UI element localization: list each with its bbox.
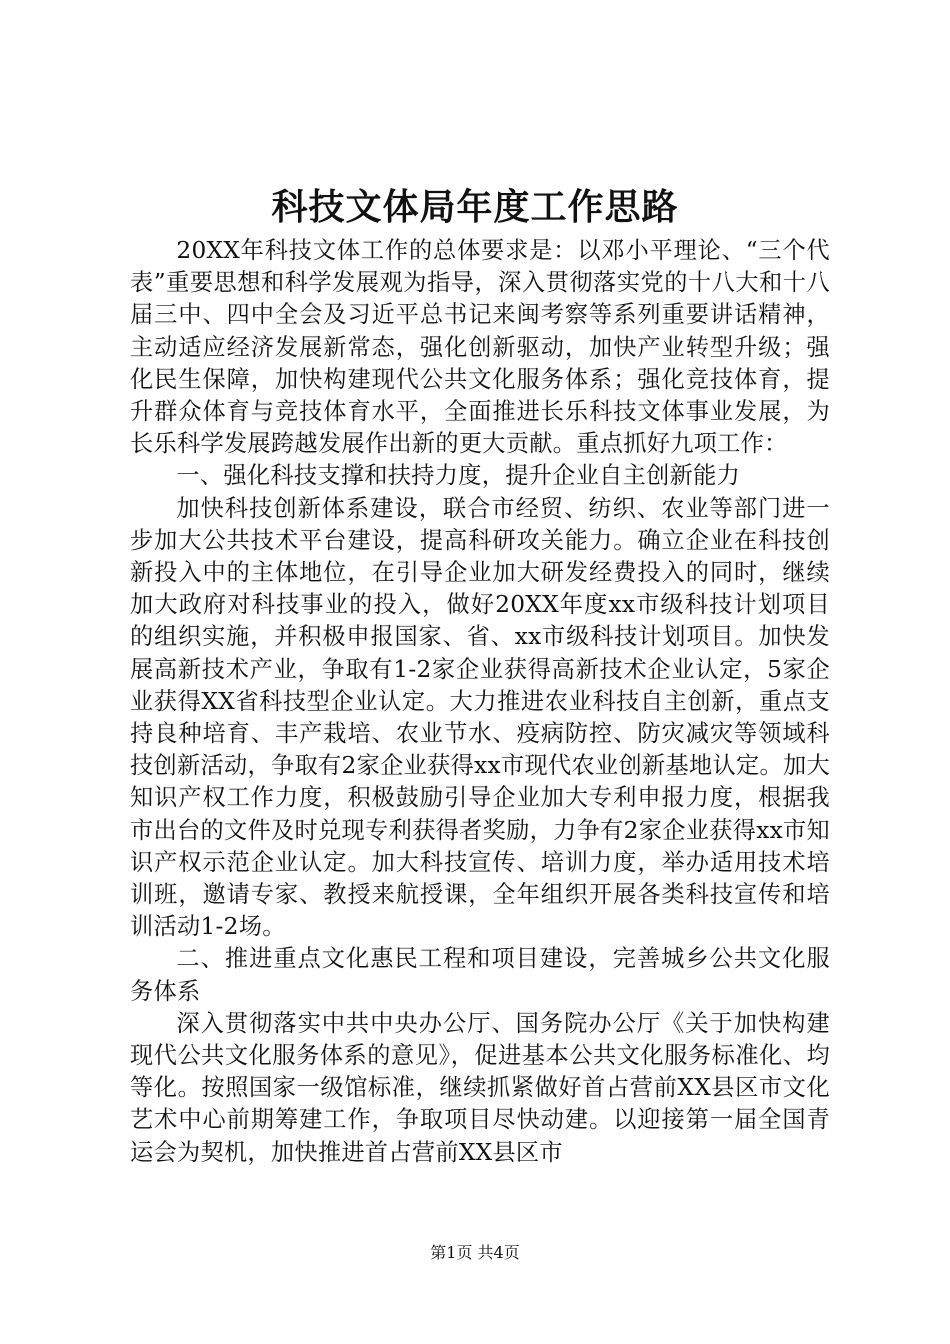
document-title: 科技文体局年度工作思路 bbox=[271, 186, 679, 228]
page-footer: 第1页 共4页 bbox=[430, 1243, 520, 1262]
document-body bbox=[130, 235, 830, 1169]
section-heading-1: 一、强化科技支撑和扶持力度，提升企业自主创新能力 bbox=[176, 462, 741, 490]
paragraph-section-2: 深入贯彻落实中共中央办公厅、国务院办公厅《关于加快构建现代公共文化服务体系的意见》，促进基本公共文化服务标准化、均等化。按照国家一级馆标准，继续抓紧做好首占营前XX县区市文化艺术中心前期筹建工作，争取项目尽快动建。以迎接第一届全国青运会为契机，加快推进首占营前XX县区市 bbox=[130, 1009, 830, 1166]
paragraph-intro: 20XX年科技文体工作的总体要求是：以邓小平理论、“三个代表”重要思想和科学发展观为指导，深入贯彻落实党的十八大和十八届三中、四中全会及习近平总书记来闽考察等系列重要讲话精神，主动适应经济发展新常态，强化创新驱动，加快产业转型升级；强化民生保障，加快构建现代公共文化服务体系；强化竞技体育，提升群众体育与竞技体育水平，全面推进长乐科技文体事业发展，为长乐科学发展跨越发展作出新的更大贡献。重点抓好九项工作： bbox=[130, 237, 830, 458]
section-heading-2: 二、推进重点文化惠民工程和项目建设，完善城乡公共文化服务体系 bbox=[130, 945, 830, 1005]
paragraph-section-1: 加快科技创新体系建设，联合市经贸、纺织、农业等部门进一步加大公共技术平台建设，提高科研攻关能力。确立企业在科技创新投入中的主体地位，在引导企业加大研发经费投入的同时，继续加大政府对科技事业的投入，做好20XX年度xx市级科技计划项目的组织实施，并积极申报国家、省、xx市级科技计划项目。加快发展高新技术产业，争取有1-2家企业获得高新技术企业认定，5家企业获得XX省科技型企业认定。大力推进农业科技自主创新，重点支持良种培育、丰产栽培、农业节水、疫病防控、防灾减灾等领域科技创新活动，争取有2家企业获得xx市现代农业创新基地认定。加大知识产权工作力度，积极鼓励引导企业加大专利申报力度，根据我市出台的文件及时兑现专利获得者奖励，力争有2家企业获得xx市知识产权示范企业认定。加大科技宣传、培训力度，举办适用技术培训班，邀请专家、教授来航授课，全年组织开展各类科技宣传和培训活动1-2场。 bbox=[130, 494, 830, 941]
